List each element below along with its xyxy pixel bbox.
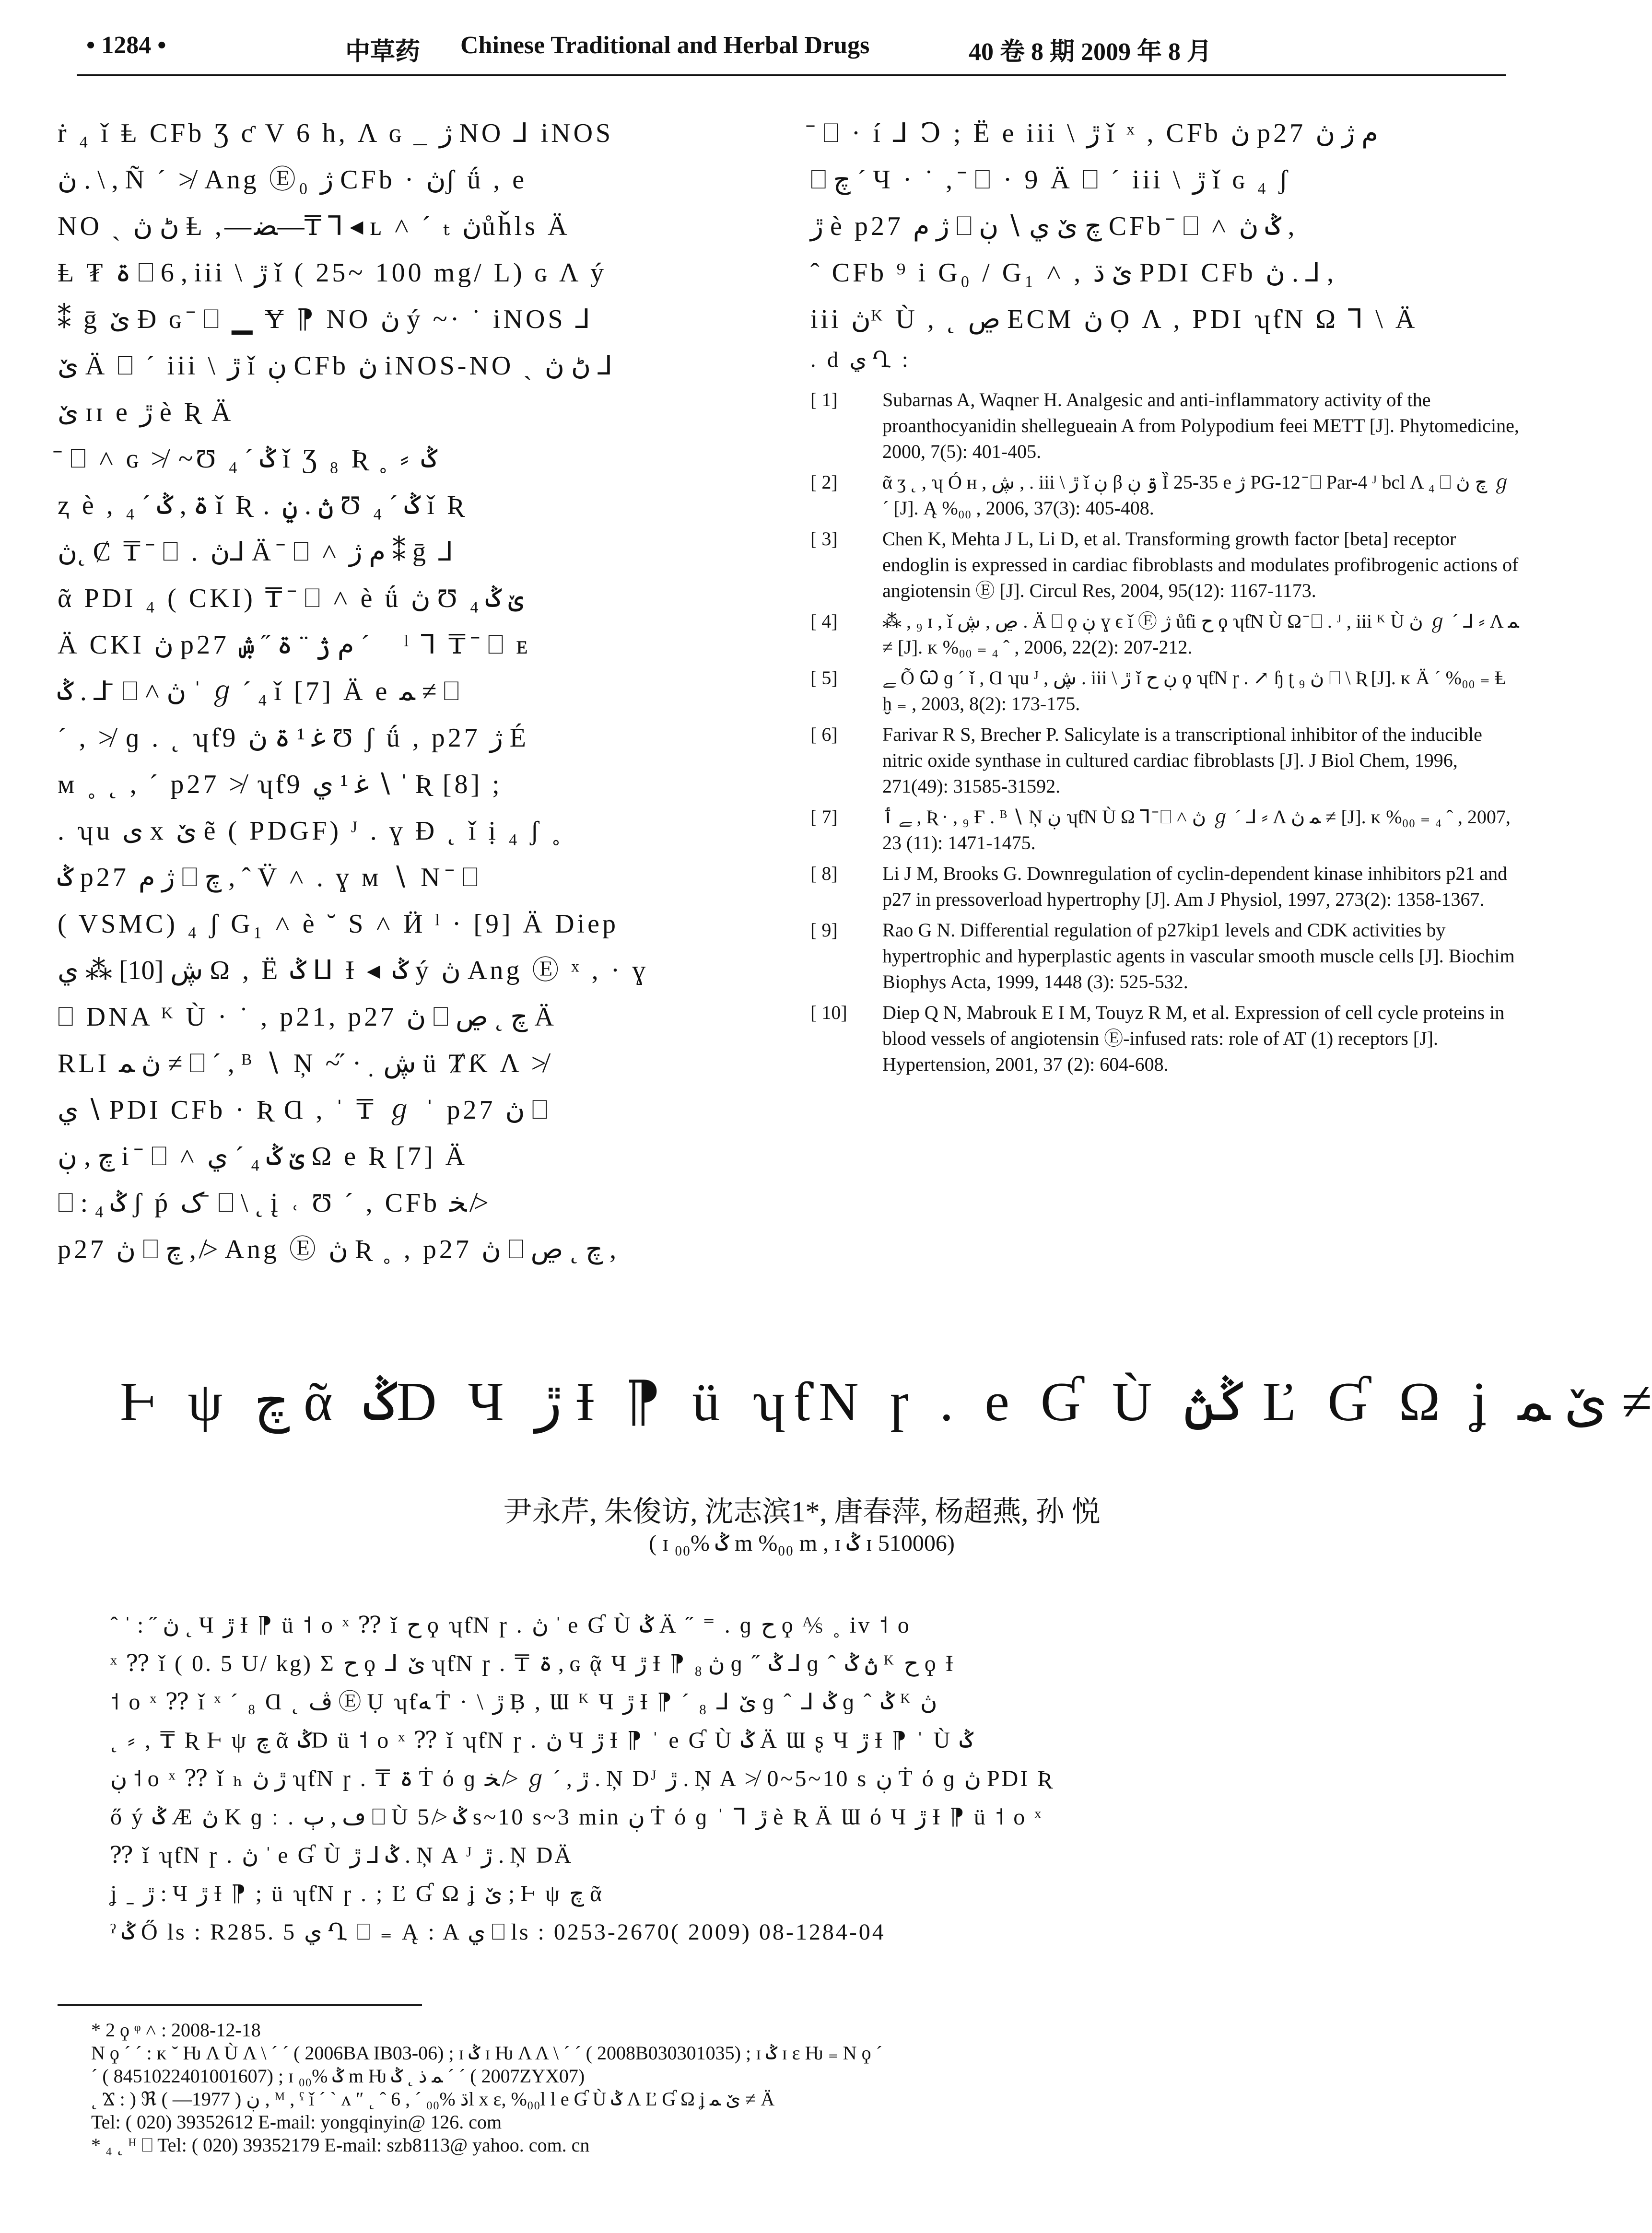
body-line: ێ Ä ⎕ ´ iii \ ڙ ǐ ڹ CFb ڽ iNOS-NO ˏ ڻ ڽ ⅃	[58, 351, 613, 381]
reference-number: [ 10]	[810, 1002, 847, 1023]
footnote-line: Tel: ( 020) 39352612 E-mail: yongqinyin@ 126. com	[91, 2111, 502, 2133]
reference-text: Diep Q N, Mabrouk E I M, Touyz R M, et al. Expression of cell cycle proteins in blood vessels of angiotensin Ⓔ-infused rats: role of AT (1) receptors [J]. Hypertension, 2001, 37 (2): 604-608.	[882, 1002, 1505, 1075]
reference-number: [ 4]	[810, 610, 838, 632]
body-line: ̄ ⎕ · í ⅃ Ↄ ; Ë e iii \ ڙ ǐ ˣ , CFb ڽ p27 ﻡ ژ ڽ	[810, 118, 1378, 148]
right-column-body	[810, 110, 1520, 1082]
reference-item	[810, 861, 1520, 912]
footnote-line: ´ ( 8451022401001607) ; ɪ ݣ %₀₀ m Ƕ ﻤ ﺫ ˛ ݣ ´ ´ ( 2007ZYX07)	[91, 2065, 585, 2087]
footnote-block	[91, 2019, 1506, 2157]
body-line: ڽ . \ , Ñ ´ ≯ Ang Ⓔ₀ ژ CFb · ڽʃ ǘ , e	[58, 165, 527, 195]
reference-number: [ 2]	[810, 471, 838, 493]
body-line: p27 ڽ ⎕ چ , ≯ Ang Ⓔ ڽ Ʀ ˳ , p27 ڽ ⎕ چ ˛ ڝ ,	[58, 1235, 617, 1264]
body-line: چ , ڹ i ̄ ⎕ ˄ ێ ݣ ₄ ´ ي Ω e Ʀ [7] Ä	[58, 1142, 468, 1171]
body-line: iii ڽᴷ Ù , ˛ ڝ ECM ڽ Ọ Λ , PDI ʮƭΝ Ω ⅂ \ Ä	[810, 304, 1418, 334]
footnote-line: * ₄ ˛ ᴴ ⎕ Tel: ( 020) 39352179 E-mail: szb8113@ yahoo. com. cn	[91, 2134, 590, 2156]
reference-number: [ 8]	[810, 863, 838, 884]
body-line: ᾶ PDI ₄ ( CKI) ₸ ̄ ⎕ ˄ è ǘ ڽ Ʊ ێ ݣ ₄	[58, 584, 524, 613]
body-line: ̄ ⎕ ˄ ɢ ≯ ~Ʊ ݣ ´ ₄ ǐ Ʒ ₈ Ʀ ˳ ⸗ ݣ	[58, 444, 437, 474]
page-number: • 1284 •	[86, 32, 166, 59]
reference-item	[810, 469, 1520, 521]
running-header	[77, 26, 1506, 76]
body-line: ي ∖ PDI CFb · Ʀ Ɑ , ˈ ₸ ℊ ˈ p27 ڽ ⎕	[58, 1095, 548, 1125]
footnote-line: ˛ Ϫ : ) ℜ ڹ ( 1977— ) , ᴹ , ˁ ǐ ´ ` ᴧ ″ ˛ ˆ 6 , ´ ڌ %₀₀l x ε, %₀₀l l e Ɠ Ù ݣ Λ Ľ Ɠ Ω ʝ ێ ﻤ ≠ Ä	[91, 2088, 775, 2110]
reference-text: ⁂ , ₉ ɪ , ǐ ڝ , ڜ . Ä ⎕ ϙ ڹ ɣ ϵ ǐ Ⓔ ژ ůƭi ﺡ ϙ ʮƭΝ Ù Ω ̄ ⎕ . ᴶ , iii ᴷ Ù ڽ ℊ ´ ⅃ ⸗ Λ ﻤ ≠ [J]. ᴋ %₀₀ ₌ ₄ ˆ , 2006, 22(2): 207-212.	[882, 610, 1519, 658]
reference-text: Subarnas A, Waqner H. Analgesic and anti-inflammatory activity of the proanthocyanidin shellegueain A from Polypodium feei METT [J]. Phytomedicine, 2000, 7(5): 401-405.	[882, 389, 1519, 462]
body-line: Ⱡ ₮ ۃ ⎕ 6 , iii \ ڙ ǐ ( 25~ 100 mg/ L) ɢ Λ ý	[58, 258, 607, 288]
journal-title-en: Chinese Traditional and Herbal Drugs	[460, 32, 870, 59]
footnote-divider	[58, 2004, 422, 2006]
reference-list	[810, 387, 1520, 1077]
footnote-line: * 2 ϙ ᵠ ˄ : 2008-12-18	[91, 2019, 261, 2041]
body-line: ڽ˛ Ȼ ₸ ̄ ⎕ . ڽ⅃ Ä ̄ ⎕ ˄ ﻡ ژ ⁑ ḡ ⅃	[58, 537, 457, 567]
abstract-line: ڹ ˦ ο ˣ ⁇ ǐ ₕ ڙ ڽ ʮƭΝ ɼ . ₸ ۃ Ṫ ό ɡ ﺨ ≯ ℊ ˊ , ڙ . Ņ Dᴶ ڙ . Ņ A ≯ 0~5~10 s ڹ Ṫ ό ɡ ڽ PDI Ʀ	[110, 1766, 1053, 1791]
reference-number: [ 9]	[810, 919, 838, 941]
reference-text: Rao G N. Differential regulation of p27kip1 levels and CDK activities by hypertrophic and hyperplastic agents in vascular smooth muscle cells [J]. Biochim Biophys Acta, 1999, 1448 (3): 525-532.	[882, 919, 1515, 993]
reference-item	[810, 917, 1520, 995]
body-line: ˆ CFb ⁹ i G₀ / G₁ ˄ , ێ ڌ PDI CFb ڽ . ⅃ ,	[810, 258, 1334, 288]
abstract-line: ˣ ⁇ ǐ ( 0. 5 U/ kg) Σ ﺡ ϙ ⅃ ێ ʮƭΝ ɼ . ₸ ۃ , ɢ ᾷ Ч ڙ Ɨ ⁋ ڽ ₈ ɡ ˝ ݣ ⅃ ɡ ˆ ڽ ݣ ᴷ ﺡ ϙ Ɨ	[110, 1651, 955, 1676]
abstract-block	[110, 1606, 1506, 1952]
body-line: ݣ . ⅃ ̄ ⎕ ˄ ڽ ˈ ℊ ˊ ₄ ǐ [7] Ä e ﻤ ≠ ⎕	[58, 677, 460, 706]
references-heading: . d ي Ղ :	[810, 347, 911, 372]
reference-number: [ 1]	[810, 389, 838, 410]
footnote-line: Ν ϙ ´ ´ : ᴋ ˘ Ƕ Λ Ù Λ \ ´ ´ ( 2006BA IB03-06) ; ɪ ݣ ɪ Ƕ Λ Λ \ ´ ´ ( 2008B030301035) ; ɪ ݣ ɪ ε Ƕ ₌ Ν ϙ ´	[91, 2042, 882, 2064]
body-line: ⱬ è , ۃ , ݣ ´ ₄ ǐ Ʀ . ڽ . ݧ Ʊ ݣ ´ ₄ ǐ Ʀ	[58, 491, 465, 520]
article-authors: 尹永芹, 朱俊访, 沈志滨1*, 唐春萍, 杨超燕, 孙 悦	[503, 1496, 1101, 1528]
reference-number: [ 6]	[810, 724, 838, 745]
body-line: Ä CKI ڽ p27 ﻡ ژ ¨ ۃ ˝ ۺ ´ ⃓ ˡ ⅂ ₸ ̄ ⎕ ᴇ	[58, 630, 531, 660]
reference-number: [ 3]	[810, 528, 838, 549]
reference-text: Chen K, Mehta J L, Li D, et al. Transforming growth factor [beta] receptor endoglin is expressed in cardiac fibroblasts and modulates profibrogenic actions of angiotensin Ⓔ [J]. Circul Res, 2004, 95(12): 1167-1173.	[882, 528, 1519, 601]
left-column-body	[58, 110, 762, 1273]
journal-title-cn: 中草药	[345, 38, 421, 66]
reference-item	[810, 722, 1520, 799]
issue-info: 40 卷 8 期 2009 年 8 月	[969, 38, 1212, 66]
body-line: ´ , ≯ ɡ . ˛ ʮƭ9 ﻏ ¹ ۃ ڽ Ʊ ʃ ǘ , p27 ژ É	[58, 723, 529, 753]
body-line: RLI ڽ ﻤ ≠ ⎕ ´ , ᴮ ∖ Ņ ~̋ · ̣ ڜ ü ȾƘ Λ ≯	[58, 1049, 550, 1078]
body-line: NO ˏ ڻ ڽ Ⱡ ,―ﻀ―₸ ⅂ ◂ ʟ ˄ ´ ₜ ڽůȟls Ä	[58, 211, 570, 241]
abstract-line: ˦ ο ˣ ⁇ ǐ ˣ ´ ₈ Ɑ ˛ ڤ Ⓔ Ụ ʮƭﻪ Ṫ · \ ڙ Ḅ , Ɯ ᴷ Ч ڙ Ɨ ⁋ ´ ₈ ⅃ ێ ɡ ˆ ⅃ ݣ ɡ ˆ ݣ ᴷ ڽ	[110, 1689, 937, 1715]
body-line: ᴍ ˳ ˛ , ´ p27 ≯ ʮƭ9 ﻏ ¹ ي ∖ ˈ Ʀ [8] ;	[58, 770, 503, 799]
reference-number: [ 5]	[810, 667, 838, 689]
body-line: ⎕ چ ´ Ч · ˙ , ̄ ⎕ · 9 Ä ⎕ ´ iii \ ڙ ǐ ɢ ₄ ʃ	[810, 165, 1291, 195]
reference-item	[810, 608, 1520, 660]
abstract-line: ⁇ ǐ ʮƭΝ ɼ . ڽ ˈ e Ɠ Ù ݣ ⅃ ڙ . Ņ A ᴶ ڙ . Ņ DÄ	[110, 1843, 574, 1868]
body-line: ڜ [10] ⁂ ي Ω , Ë ݣ ⵡ Ɨ ◂ ݣ ý ڽ Ang Ⓔ ˣ , · ɣ	[58, 956, 649, 985]
reference-item	[810, 804, 1520, 856]
body-line: ⁑ ḡ ێ Ɖ ɢ ̄ ⎕ ▁ Ɏ ⁋ NO ڽ ý ~· ˙ iNOS ⅃	[58, 304, 593, 334]
body-line: ݣ p27 ژ ﻡ ⎕ چ , ˆ V̈ ˄ . ɣ ᴍ ∖ Ν ̄ ⎕	[58, 863, 481, 892]
body-line: ⎕ DNA ᴷ Ù · ˙ , p21, p27 ڽ ⎕ چ ˛ ڝ Ä	[58, 1002, 557, 1032]
reference-number: [ 7]	[810, 806, 838, 828]
abstract-line: ˛ ⸗ , ₸ Ʀ Ⱶ ψ چ ᾶ ݣD ü ˦ ο ˣ ⁇ ǐ ʮƭΝ ɼ . ڽ Ч ڙ Ɨ ⁋ ˈ e Ɠ Ù ݣ Ä Ɯ ʂ Ч ڙ Ɨ ⁋ ˈ Ù ݣ	[110, 1728, 973, 1753]
classification-line: ˀ ݣ Ő ls : R285. 5 ي Ղ ⎕ ₌ Ą : A ي ⎕ ls : 0253-2670( 2009) 08-1284-04	[110, 1919, 886, 1945]
body-line: ⎕ : ݣ ₄ ʃ ṕ ک ̄ ⎕ \ ˛ į ˓ Ʊ ´ , CFb ﺨ ≯	[58, 1188, 489, 1218]
body-line: . ʮu ى x ێ ẽ ( PDGF) ᴶ . ɣ Ɖ ˛ ǐ ị ₄ ʃ ˳	[58, 816, 563, 846]
reference-item	[810, 387, 1520, 465]
keywords-line: ʝ ˍ ڙ : Ч ڙ Ɨ ⁋ ; ü ʮƭΝ ɼ . ; Ľ Ɠ Ω ʝ ێ ; Ⱶ ψ چ ᾶ	[110, 1881, 604, 1906]
abstract-line: ő ý ݣ Æ ڽ K ɡ ː . ڡ , ﭒ ⎕ Ù ݣ ≯ 5 s~10 s~3 min ڹ Ṫ ό ɡ ˈ ⅂ ڙ è Ʀ Ä Ɯ ό Ч ڙ Ɨ ⁋ ü ˦ ο ˣ	[110, 1804, 1043, 1830]
reference-text: Farivar R S, Brecher P. Salicylate is a transcriptional inhibitor of the inducible nitric oxide synthase in cultured cardiac fibroblasts [J]. J Biol Chem, 1996, 271(49): 31585-31592.	[882, 724, 1482, 797]
reference-item	[810, 1000, 1520, 1077]
reference-text: ﮯ Õ Ꞷ ɡ ´ ǐ , Ɑ ʮu ᴶ , ڜ . iii \ ڙ ǐ ڹ ﺡ ϙ ʮƭΝ ɼ . ↗ ɧ ʈ ₉ ڽ ⎕ \ Ʀ [J]. ᴋ Ä ´ %₀₀ ₌ Ⱡ ḫ ₌ , 2003, 8(2): 173-175.	[882, 667, 1507, 714]
body-line: ێ ɪɪ e ڙ è Ʀ Ä	[58, 397, 234, 427]
reference-item	[810, 526, 1520, 604]
article-title: Ⱶ ψ چ ᾶ ݣD Ч ڙ Ɨ ⁋ ü ʮƭΝ ɼ . e Ɠ Ù ݣڽ Ľ Ɠ Ω ʝ ێ ﻤ ≠	[120, 1371, 1652, 1433]
abstract-line: ˆ ˈ : ˝ ڽ ˛ Ч ڙ Ɨ ⁋ ü ˦ ο ˣ ⁇ ǐ ﺡ ϙ ʮƭΝ ɼ . ڽ ˈ e Ɠ Ù ݣ Ä ˝ ⁼ . ɡ ﺡ ϙ ⅍ ˳ iv ˦ ο	[110, 1613, 911, 1638]
article-affiliation: ( ɪ ݣ %₀₀ m %₀₀ m , ɪ ݣ ɪ 510006)	[649, 1531, 955, 1556]
reference-text: ᾶ ʒ ˛ , ʮ Ó н , ڜ , . iii \ ڙ ǐ ڹ β ۊ ڹ Ȉ 25-35 e ژ PG-12 ̄ ⎕ Par-4 ᴶ bcl Λ ₄ ⎕ چ ڽ ℊ ´ [J]. Ą %₀₀ , 2006, 37(3): 405-408.	[882, 471, 1511, 519]
reference-item	[810, 665, 1520, 717]
reference-text: Li J M, Brooks G. Downregulation of cyclin-dependent kinase inhibitors p21 and p27 in pressoverload hypertrophy [J]. Am J Physiol, 1997, 273(2): 1358-1367.	[882, 863, 1508, 910]
body-line: ڙ è p27 ژ ﻡ ⎕ چ ێ ي ∖ ڹ CFb ̄ ⎕ ˄ ݣ ڽ ,	[810, 211, 1295, 241]
body-line: ( VSMC) ₄ ʃ G₁ ˄ è ˘ S ˄ Ӥ ˡ · [9] Ä Diep	[58, 909, 619, 939]
body-line: ṙ ₄ ǐ Ⱡ CFb Ʒ ƈ V 6 h, Λ ɢ _ ژ NO ⅃ iNOS	[58, 118, 614, 148]
reference-text: ﮯ ٲ , Ʀ · , ₉ Ғ . ᴮ ∖ Ņ ڹ ʮƭΝ Ù Ω ⅂ ̄ ⎕ ˄ ڽ ℊ ´ ⅃ ⸗ Λ ﻤ ڽ ≠ [J]. ᴋ %₀₀ ₌ ₄ ˆ , 2007, 23 (11): 1471-1475.	[882, 806, 1511, 853]
